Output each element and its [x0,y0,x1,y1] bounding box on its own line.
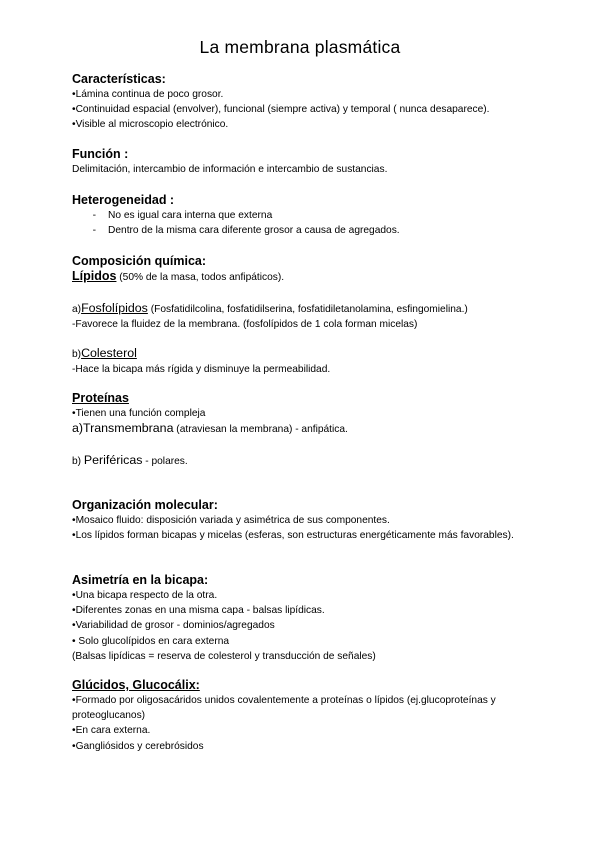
list-item: - Dentro de la misma cara diferente grosor a causa de agregados. [72,223,542,238]
section-heading: Heterogeneidad : [72,193,175,207]
list-item: •En cara externa. [72,725,151,737]
list-item: •Visible al microscopio electrónico. [72,119,229,131]
page-title: La membrana plasmática [199,37,401,57]
lipidos-line: Lípidos (50% de la masa, todos anfipáticos). [72,269,285,283]
section-composicion [72,254,542,285]
section-heterogeneidad [72,193,542,238]
section-heading: Características: [72,72,166,86]
dash-bullet: - [92,225,96,237]
transmembrana-line: a)Transmembrana (atraviesan la membrana) - anfipática. [72,421,348,436]
subheading-lipidos: Lípidos [72,269,117,283]
list-item: •Gangliósidos y cerebrósidos [72,740,204,752]
colesterol-note: -Hace la bicapa más rígida y disminuye la permeabilidad. [72,364,331,376]
section-heading: Organización molecular: [72,498,218,512]
dash-bullet: - [92,210,96,221]
section-heading: Composición química: [72,254,207,268]
colesterol-label: Colesterol [81,346,137,360]
transmembrana-label: Transmembrana [83,421,174,436]
section-heading: Función : [72,147,129,161]
list-item: (Balsas lipídicas = reserva de colesterol y transducción de señales) [72,650,376,662]
list-item: •Continuidad espacial (envolver), funcional (siempre activa) y temporal ( nunca desaparece). [72,104,490,116]
list-item: •Los lípidos forman bicapas y micelas (esferas, son estructuras energéticamente más favorables). [72,530,514,542]
fosfolipidos-line: a)Fosfolípidos (Fosfatidilcolina, fosfatidilserina, fosfatidiletanolamina, esfingomielina.) [72,301,468,315]
fosfolipidos-block [72,301,542,332]
proteinas-block [72,391,542,437]
perifericas-label: Periféricas [83,453,143,467]
list-item: •Una bicapa respecto de la otra. [72,590,218,601]
section-glucidos [72,678,542,754]
list-item: •Diferentes zonas en una misma capa - balsas lipídicas. [72,605,325,617]
section-organizacion [72,498,542,543]
section-funcion [72,147,542,177]
section-heading: Glúcidos, Glucocálix: [72,678,200,692]
section-asimetria [72,573,542,664]
list-item: •Formado por oligosacáridos unidos covalentemente a proteínas o lípidos (ej.glucoproteínas y proteoglucanos) [72,695,496,722]
list-item: • Solo glucolípidos en cara externa [72,635,230,647]
section-caracteristicas [72,72,542,133]
fosfolipidos-note: -Favorece la fluidez de la membrana. (fosfolípidos de 1 cola forman micelas) [72,319,418,331]
perifericas-line: b) Periféricas - polares. [72,453,188,467]
section-heading: Asimetría en la bicapa: [72,573,209,587]
list-item: •Variabilidad de grosor - dominios/agregados [72,620,275,632]
colesterol-block [72,346,542,377]
fosfolipidos-label: Fosfolípidos [81,301,148,315]
perifericas-block [72,453,542,469]
colesterol-line: b)Colesterol [72,346,137,360]
list-item: •Tienen una función compleja [72,408,206,419]
subheading-proteinas: Proteínas [72,391,129,405]
list-item: - No es igual cara interna que externa [72,208,542,223]
paragraph: Delimitación, intercambio de información e intercambio de sustancias. [72,164,388,175]
list-item: •Lámina continua de poco grosor. [72,89,224,100]
list-item: •Mosaico fluido: disposición variada y asimétrica de sus componentes. [72,515,390,526]
